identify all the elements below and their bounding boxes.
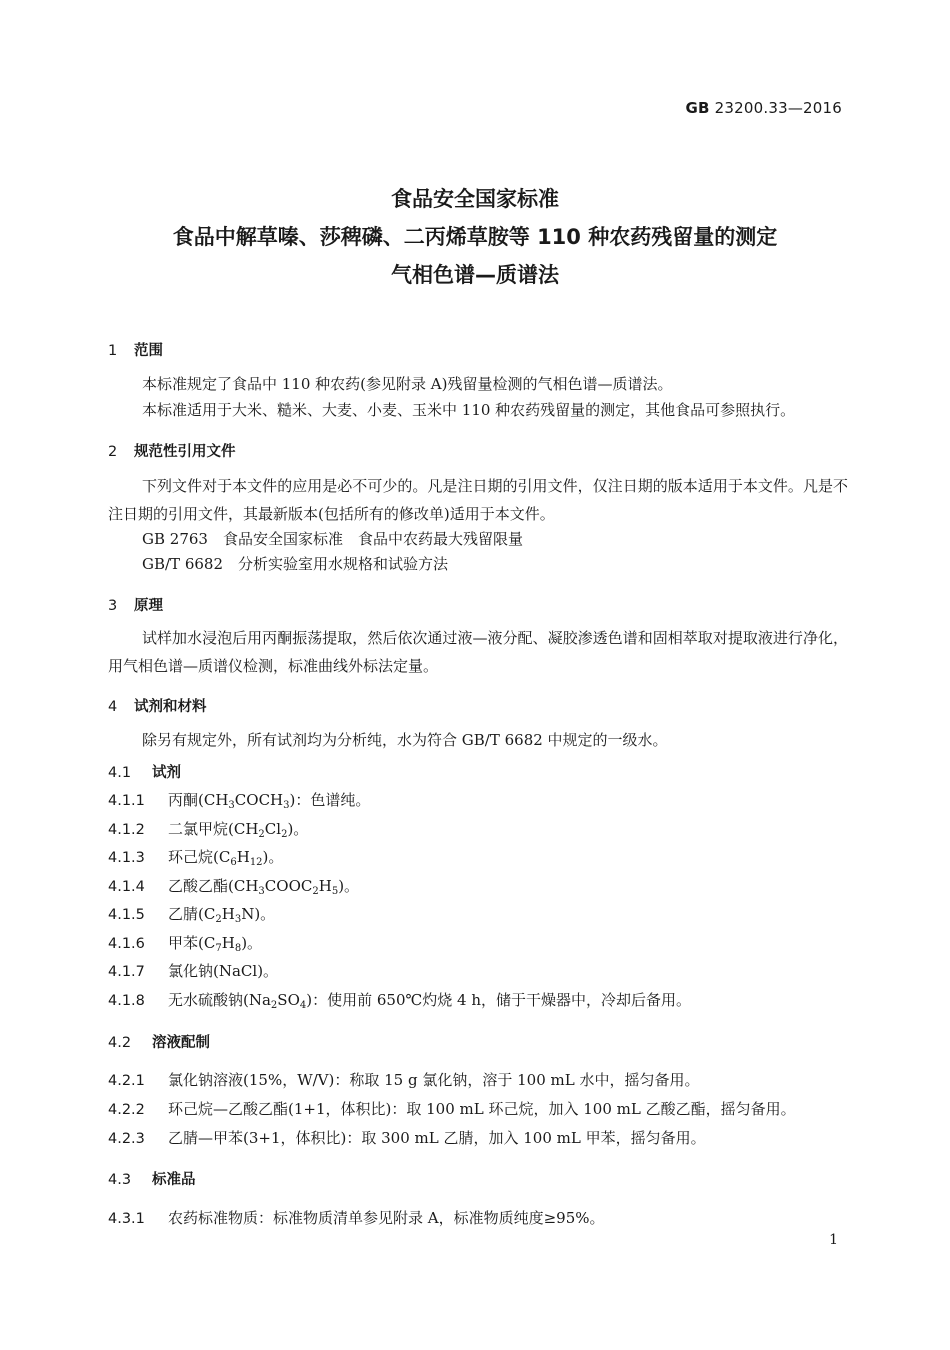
reagents-paragraph: 除另有规定外，所有试剂均为分析纯，水为符合 GB/T 6682 中规定的一级水。 (142, 731, 668, 749)
subscript: 2 (281, 829, 288, 840)
item-text: H (221, 905, 235, 923)
item-text: COOC (264, 877, 313, 895)
subscript: 12 (249, 857, 263, 868)
section-number: 4 (108, 699, 118, 715)
item-text: H (236, 848, 250, 866)
solution-item-4-2-3 (108, 1127, 706, 1148)
scope-paragraph-2: 本标准适用于大米、糙米、大麦、小麦、玉米中 110 种农药残留量的测定，其他食品可参照执行。 (142, 401, 796, 419)
solution-item-4-2-2 (108, 1098, 796, 1119)
section-title: 溶液配制 (152, 1035, 210, 1051)
item-text: 丙酮(CH (168, 791, 229, 809)
item-text: 农药标准物质：标准物质清单参见附录 A，标准物质纯度≥95%。 (168, 1209, 605, 1227)
item-number: 4.1.1 (108, 793, 145, 809)
subscript: 3 (283, 800, 290, 811)
standard-code (686, 99, 842, 117)
item-number: 4.2.3 (108, 1131, 145, 1147)
item-text: )。 (338, 877, 360, 895)
subscript: 5 (331, 886, 339, 897)
subscript: 2 (258, 829, 265, 840)
item-number: 4.1.3 (108, 850, 145, 866)
reagent-item-4-1-5 (108, 903, 275, 925)
item-text: 环己烷(C (168, 848, 231, 866)
standard-code-prefix: GB (685, 99, 710, 117)
subscript: 7 (215, 943, 222, 954)
item-text: )。 (287, 820, 309, 838)
item-text: 氯化钠(NaCl)。 (168, 962, 279, 980)
section-heading-3 (108, 594, 163, 615)
title-line-2: 食品中解草嗪、莎稗磷、二丙烯草胺等 110 种农药残留量的测定 (172, 225, 778, 249)
item-text: H (221, 934, 235, 952)
title-line-3: 气相色谱—质谱法 (391, 263, 559, 287)
section-title: 范围 (134, 343, 163, 359)
item-number: 4.1.8 (108, 993, 145, 1009)
subscript: 4 (299, 1000, 307, 1011)
section-heading-4 (108, 695, 207, 716)
principle-paragraph: 试样加水浸泡后用丙酮振荡提取，然后依次通过液—液分配、凝胶渗透色谱和固相萃取对提取液进行净化，用气相色谱—质谱仪检测，标准曲线外标法定量。 (108, 629, 848, 675)
subscript: 2 (270, 1000, 278, 1011)
reference-item: GB 2763 食品安全国家标准 食品中农药最大残留限量 (142, 530, 523, 548)
item-text: COCH (234, 791, 284, 809)
item-text: 环己烷—乙酸乙酯(1+1，体积比)：取 100 mL 环己烷，加入 100 mL 乙酸乙酯，摇匀备用。 (168, 1100, 796, 1118)
subscript: 8 (234, 943, 242, 954)
item-number: 4.3.1 (108, 1211, 145, 1227)
reagent-item-4-1-7 (108, 960, 278, 981)
section-title: 原理 (134, 598, 163, 614)
section-number: 4.1 (108, 765, 132, 781)
subscript: 2 (215, 914, 222, 925)
item-text: 乙腈(C (168, 905, 216, 923)
item-number: 4.1.4 (108, 879, 145, 895)
item-text: Cl (264, 820, 282, 838)
item-number: 4.2.2 (108, 1102, 145, 1118)
item-text: )：色谱纯。 (289, 791, 371, 809)
item-text: 乙酸乙酯(CH (168, 877, 259, 895)
section-heading-2 (108, 440, 236, 461)
subscript: 3 (228, 800, 235, 811)
item-text: SO (277, 991, 300, 1009)
item-text: )。 (241, 934, 263, 952)
item-text: )。 (262, 848, 284, 866)
page-number: 1 (829, 1232, 838, 1248)
section-number: 3 (108, 598, 118, 614)
reagent-item-4-1-3 (108, 846, 283, 868)
item-text: 二氯甲烷(CH (168, 820, 259, 838)
reagent-item-4-1-6 (108, 932, 262, 954)
section-heading-1 (108, 339, 163, 360)
section-number: 1 (108, 343, 118, 359)
reagent-item-4-1-4 (108, 875, 359, 897)
standard-item-4-3-1 (108, 1207, 605, 1228)
subscript: 3 (258, 886, 265, 897)
item-number: 4.1.5 (108, 907, 145, 923)
solution-item-4-2-1 (108, 1069, 699, 1090)
document-title-block (0, 180, 950, 294)
section-heading-4-1 (108, 761, 181, 782)
item-text: 甲苯(C (168, 934, 216, 952)
section-number: 4.2 (108, 1035, 132, 1051)
section-number: 4.3 (108, 1172, 132, 1188)
item-text: 无水硫酸钠(Na (168, 991, 271, 1009)
item-number: 4.1.2 (108, 822, 145, 838)
subscript: 3 (234, 914, 242, 925)
section-heading-4-3 (108, 1168, 196, 1189)
standard-code-number: 23200.33—2016 (714, 99, 842, 117)
subscript: 6 (230, 857, 237, 868)
section-title: 规范性引用文件 (134, 444, 236, 460)
normative-references-paragraph: 下列文件对于本文件的应用是必不可少的。凡是注日期的引用文件，仅注日期的版本适用于本文件。凡是不注日期的引用文件，其最新版本(包括所有的修改单)适用于本文件。 (108, 477, 848, 523)
title-line-1: 食品安全国家标准 (391, 187, 559, 211)
item-text: 氯化钠溶液(15%，W/V)：称取 15 g 氯化钠，溶于 100 mL 水中，摇匀备用。 (168, 1071, 700, 1089)
item-text: )：使用前 650℃灼烧 4 h，储于干燥器中，冷却后备用。 (306, 991, 692, 1009)
section-title: 试剂和材料 (134, 699, 207, 715)
reagent-item-4-1-2 (108, 818, 308, 840)
item-text: 乙腈—甲苯(3+1，体积比)：取 300 mL 乙腈，加入 100 mL 甲苯，摇匀备用。 (168, 1129, 706, 1147)
subscript: 2 (312, 886, 319, 897)
item-text: H (318, 877, 332, 895)
scope-paragraph-1: 本标准规定了食品中 110 种农药(参见附录 A)残留量检测的气相色谱—质谱法。 (142, 375, 673, 393)
section-title: 标准品 (152, 1172, 196, 1188)
reference-item: GB/T 6682 分析实验室用水规格和试验方法 (142, 555, 449, 573)
reagent-item-4-1-1 (108, 789, 370, 811)
section-number: 2 (108, 444, 118, 460)
section-heading-4-2 (108, 1031, 210, 1052)
item-number: 4.1.6 (108, 936, 145, 952)
item-number: 4.2.1 (108, 1073, 145, 1089)
reagent-item-4-1-8 (108, 989, 691, 1011)
item-number: 4.1.7 (108, 964, 145, 980)
section-title: 试剂 (152, 765, 181, 781)
item-text: N)。 (241, 905, 276, 923)
